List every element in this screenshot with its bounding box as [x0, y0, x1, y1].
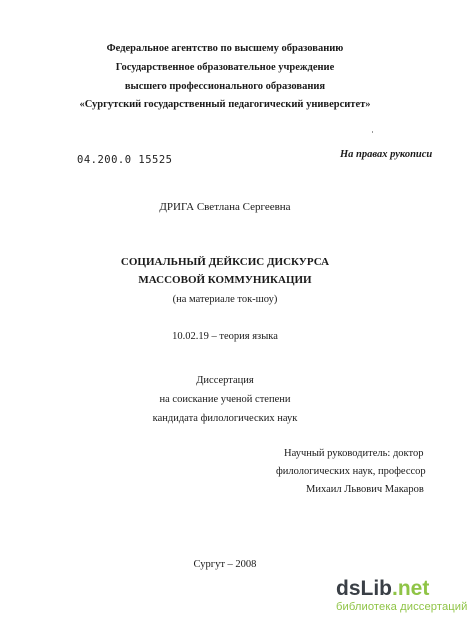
agency-line-3: высшего профессионального образования [124, 81, 326, 92]
dissertation-line-1: Диссертация [196, 375, 254, 386]
title-subtitle: (на материале ток-шоу) [172, 294, 278, 305]
supervisor-line-1: Научный руководитель: доктор [284, 448, 424, 459]
watermark-tagline: библиотека диссертаций [336, 601, 468, 613]
dissertation-line-2: на соискание ученой степени [159, 394, 291, 405]
dslib-watermark[interactable] [336, 577, 468, 614]
supervisor-name: Михаил Львович Макаров [306, 484, 424, 495]
agency-line-1: Федеральное агентство по высшему образованию [106, 43, 344, 54]
title-line-1: СОЦИАЛЬНЫЙ ДЕЙКСИС ДИСКУРСА [120, 256, 330, 268]
logo-accent: .net [392, 577, 430, 600]
agency-line-2: Государственное образовательное учреждение [115, 62, 335, 73]
university-name: «Сургутский государственный педагогический университет» [79, 99, 371, 110]
rights-note: На правах рукописи [340, 149, 433, 160]
dissertation-line-3: кандидата филологических наук [152, 413, 298, 424]
place-year: Сургут – 2008 [193, 559, 257, 570]
author-name: ДРИГА Светлана Сергеевна [159, 201, 291, 213]
scan-speck [372, 131, 373, 133]
title-line-2: МАССОВОЙ КОММУНИКАЦИИ [138, 274, 312, 286]
supervisor-line-2: филологических наук, профессор [276, 466, 426, 477]
logo-main: dsLib [336, 577, 392, 600]
registration-number-stamp: 04.200.0 15525 [77, 154, 173, 166]
specialty-code: 10.02.19 – теория языка [172, 331, 278, 342]
dslib-logo [336, 578, 448, 600]
